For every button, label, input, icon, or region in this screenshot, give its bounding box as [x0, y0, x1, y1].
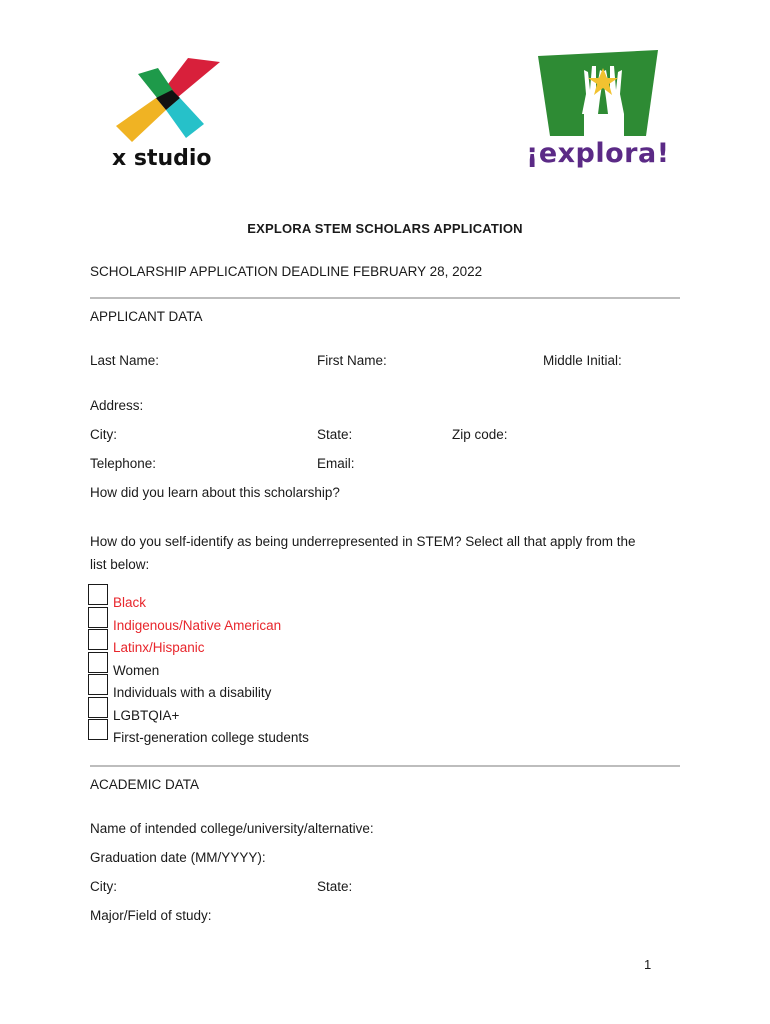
explora-logo — [524, 48, 684, 174]
academic-heading: ACADEMIC DATA — [90, 777, 200, 792]
first-name-label: First Name: — [317, 353, 387, 368]
checkbox[interactable] — [88, 652, 108, 673]
option-label: Individuals with a disability — [113, 685, 272, 700]
address-label: Address: — [90, 398, 144, 413]
deadline-text: SCHOLARSHIP APPLICATION DEADLINE FEBRUARY 28, 2022 — [90, 264, 483, 279]
checkbox[interactable] — [88, 584, 108, 605]
state-label: State: — [317, 427, 353, 442]
academic-state-label: State: — [317, 879, 353, 894]
academic-city-label: City: — [90, 879, 117, 894]
x-studio-logo — [108, 54, 228, 178]
learn-question: How did you learn about this scholarship? — [90, 485, 340, 500]
major-label: Major/Field of study: — [90, 908, 212, 923]
checkbox[interactable] — [88, 629, 108, 650]
option-label: Women — [113, 662, 160, 678]
option-label: Latinx/Hispanic — [113, 640, 205, 655]
self-identify-question: How do you self-identify as being underrepresented in STEM? Select all that apply from the — [90, 534, 636, 549]
option-label: LGBTQIA+ — [113, 707, 180, 723]
last-name-label: Last Name: — [90, 353, 160, 368]
checkbox[interactable] — [88, 674, 108, 695]
graduation-date-label: Graduation date (MM/YYYY): — [90, 850, 266, 865]
raised-hands-star-icon — [524, 48, 684, 140]
zip-label: Zip code: — [452, 427, 508, 442]
applicant-heading: APPLICANT DATA — [90, 309, 203, 324]
page-number: 1 — [644, 957, 652, 972]
middle-initial-label: Middle Initial: — [543, 353, 622, 368]
checkbox[interactable] — [88, 607, 108, 628]
explora-wordmark: ¡explora! — [526, 138, 670, 169]
x-studio-wordmark: x studio — [112, 146, 212, 171]
self-identify-question-cont: list below: — [90, 557, 150, 572]
option-label: Indigenous/Native American — [113, 617, 282, 633]
checkbox[interactable] — [88, 719, 108, 740]
option-label: First-generation college students — [113, 730, 309, 745]
section-divider — [90, 297, 680, 299]
college-label: Name of intended college/university/alternative: — [90, 821, 374, 836]
option-label: Black — [113, 595, 147, 610]
document-title: EXPLORA STEM SCHOLARS APPLICATION — [247, 221, 523, 236]
city-label: City: — [90, 427, 117, 442]
email-label: Email: — [317, 456, 355, 471]
telephone-label: Telephone: — [90, 456, 157, 471]
section-divider — [90, 765, 680, 767]
checkbox[interactable] — [88, 697, 108, 718]
